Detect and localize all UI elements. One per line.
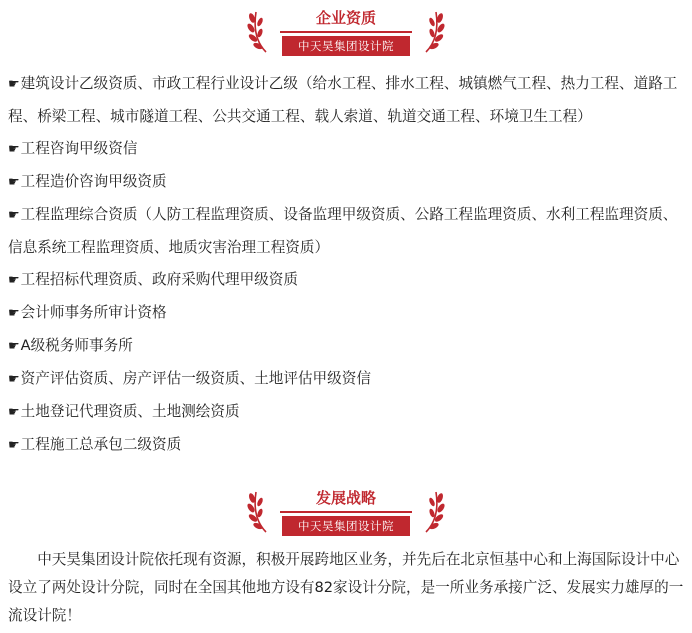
pointing-hand-icon: ☛ xyxy=(8,175,20,190)
list-item-text: 工程造价咨询甲级资质 xyxy=(20,173,167,190)
section-title: 发展战略 xyxy=(315,489,376,507)
qualification-list xyxy=(8,68,688,462)
list-item xyxy=(8,264,688,297)
title-underline xyxy=(280,31,412,33)
section-subtitle: 中天昊集团设计院 xyxy=(282,36,410,56)
section-header-strategy xyxy=(0,486,692,536)
pointing-hand-icon: ☛ xyxy=(8,306,20,321)
list-item xyxy=(8,330,688,363)
section-title: 企业资质 xyxy=(315,9,376,27)
pointing-hand-icon: ☛ xyxy=(8,273,20,288)
pointing-hand-icon: ☛ xyxy=(8,77,20,92)
laurel-left-icon xyxy=(246,8,272,54)
list-item xyxy=(8,166,688,199)
pointing-hand-icon: ☛ xyxy=(8,208,20,223)
section-badge xyxy=(246,486,446,536)
list-item-text: 土地登记代理资质、土地测绘资质 xyxy=(20,403,240,420)
section-subtitle: 中天昊集团设计院 xyxy=(282,516,410,536)
title-underline xyxy=(280,511,412,513)
strategy-paragraph: 中天昊集团设计院依托现有资源，积极开展跨地区业务，并先后在北京恒基中心和上海国际设计中心设立了两处设计分院，同时在全国其他地方设有82家设计分院，是一所业务承接广泛、发展实力雄厚的一流设计院！ xyxy=(8,551,684,624)
pointing-hand-icon: ☛ xyxy=(8,438,20,453)
pointing-hand-icon: ☛ xyxy=(8,339,20,354)
pointing-hand-icon: ☛ xyxy=(8,142,20,157)
list-item-text: 资产评估资质、房产评估一级资质、土地评估甲级资信 xyxy=(20,370,371,387)
list-item-text: 工程咨询甲级资信 xyxy=(20,140,138,157)
pointing-hand-icon: ☛ xyxy=(8,372,20,387)
list-item-text: 会计师事务所审计资格 xyxy=(20,304,167,321)
list-item xyxy=(8,297,688,330)
list-item-text: 建筑设计乙级资质、市政工程行业设计乙级（给水工程、排水工程、城镇燃气工程、热力工程、道路工程、桥梁工程、城市隧道工程、公共交通工程、载人索道、轨道交通工程、环境卫生工程） xyxy=(8,75,678,125)
laurel-right-icon xyxy=(420,8,446,54)
list-item xyxy=(8,133,688,166)
section-header-qualifications xyxy=(0,6,692,56)
list-item xyxy=(8,199,688,264)
section-badge xyxy=(246,6,446,56)
list-item-text: 工程招标代理资质、政府采购代理甲级资质 xyxy=(20,271,298,288)
list-item-text: 工程监理综合资质（人防工程监理资质、设备监理甲级资质、公路工程监理资质、水利工程监理资质、信息系统工程监理资质、地质灾害治理工程资质） xyxy=(8,206,678,256)
list-item-text: A级税务师事务所 xyxy=(20,337,133,354)
list-item xyxy=(8,363,688,396)
pointing-hand-icon: ☛ xyxy=(8,405,20,420)
list-item xyxy=(8,429,688,462)
list-item xyxy=(8,396,688,429)
list-item xyxy=(8,68,688,133)
laurel-left-icon xyxy=(246,488,272,534)
list-item-text: 工程施工总承包二级资质 xyxy=(20,436,182,453)
laurel-right-icon xyxy=(420,488,446,534)
